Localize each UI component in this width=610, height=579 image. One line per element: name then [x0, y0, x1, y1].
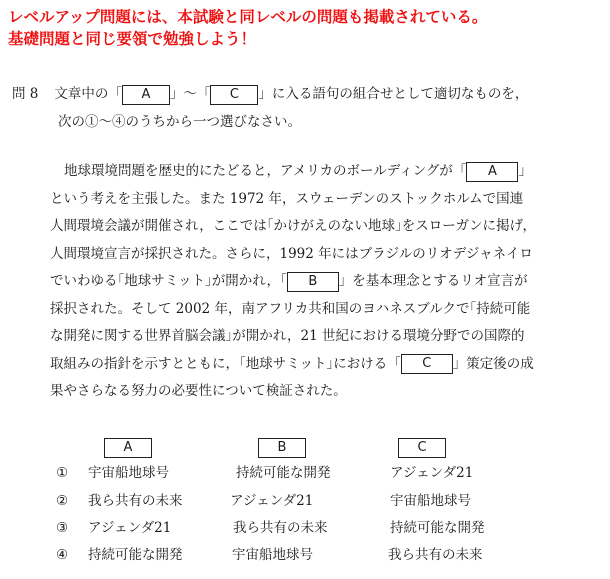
notice-line-2: 基礎問題と同じ要領で勉強しよう！: [8, 30, 257, 48]
prompt-text-3: 」に入る語句の組合せとして適切なものを，: [258, 86, 529, 102]
blank-box-c: C: [210, 85, 258, 105]
question-number: 問 8: [12, 86, 39, 102]
option-c: 宇宙船地球号: [390, 493, 471, 509]
option-number: ②: [56, 493, 69, 509]
option-a: 宇宙船地球号: [88, 465, 169, 481]
option-c: 持続可能な開発: [390, 520, 485, 536]
passage-line-6: 採択された。そして 2002 年，南アフリカ共和国のヨハネスブルクで｢持続可能: [50, 300, 531, 317]
option-c: アジェンダ21: [390, 465, 474, 481]
option-b: 宇宙船地球号: [232, 547, 313, 563]
question-instruction: 次の①～④のうちから一つ選びなさい。: [58, 114, 301, 130]
passage-line-5: [50, 268, 594, 296]
passage-text: 」を基本理念とするリオ宣言が: [338, 273, 528, 289]
blank-box-a: A: [122, 85, 170, 105]
prompt-text-1: 文章中の「: [54, 86, 122, 102]
option-number: ④: [56, 547, 69, 563]
passage-line-7: な開発に関する世界首脳会議｣が開かれ，21 世紀における環境分野での国際的: [50, 328, 525, 344]
passage-text: 」: [518, 163, 532, 179]
option-b: アジェンダ21: [230, 493, 314, 509]
passage-text: でいわゆる｢地球サミット｣が開かれ，「: [50, 273, 287, 289]
passage-text: 地球環境問題を歴史的にたどると，アメリカのボールディングが「: [64, 163, 467, 179]
option-a: 我ら共有の未来: [88, 493, 183, 509]
option-c: 我ら共有の未来: [388, 547, 483, 563]
passage-line-2: という考えを主張した。また 1972 年，スウェーデンのストックホルムで国連: [50, 190, 524, 207]
notice-banner: [8, 6, 487, 50]
prompt-text-2: 」～「: [169, 86, 211, 102]
passage-line-8: [50, 351, 594, 379]
passage-line-1: [64, 158, 594, 186]
blank-box-c: C: [401, 354, 453, 374]
column-header-a: A: [104, 438, 152, 458]
question-prompt: [12, 84, 528, 105]
option-b: 我ら共有の未来: [233, 520, 328, 536]
passage: [50, 158, 594, 406]
column-header-b: B: [258, 438, 306, 458]
passage-text: 取組みの指針を示すとともに，｢地球サミット｣における「: [50, 355, 401, 372]
passage-line-3: 人間環境会議が開催され，ここでは｢かけがえのない地球｣をスローガンに掲げ，: [50, 218, 536, 234]
column-header-c: C: [398, 438, 446, 458]
passage-line-4: 人間環境宣言が採択された。さらに，1992 年にはブラジルのリオデジャネイロ: [50, 245, 533, 262]
option-number: ③: [56, 520, 69, 536]
option-b: 持続可能な開発: [236, 465, 331, 481]
notice-line-1: レベルアップ問題には、本試験と同レベルの問題も掲載されている。: [8, 8, 488, 26]
blank-box-a: A: [466, 162, 518, 182]
option-a: アジェンダ21: [88, 520, 172, 536]
blank-box-b: B: [287, 272, 339, 292]
option-number: ①: [56, 465, 69, 481]
option-a: 持続可能な開発: [88, 547, 183, 563]
passage-line-9: 果やさらなる努力の必要性について検証された。: [50, 383, 347, 399]
passage-text: 」策定後の成: [452, 355, 534, 372]
